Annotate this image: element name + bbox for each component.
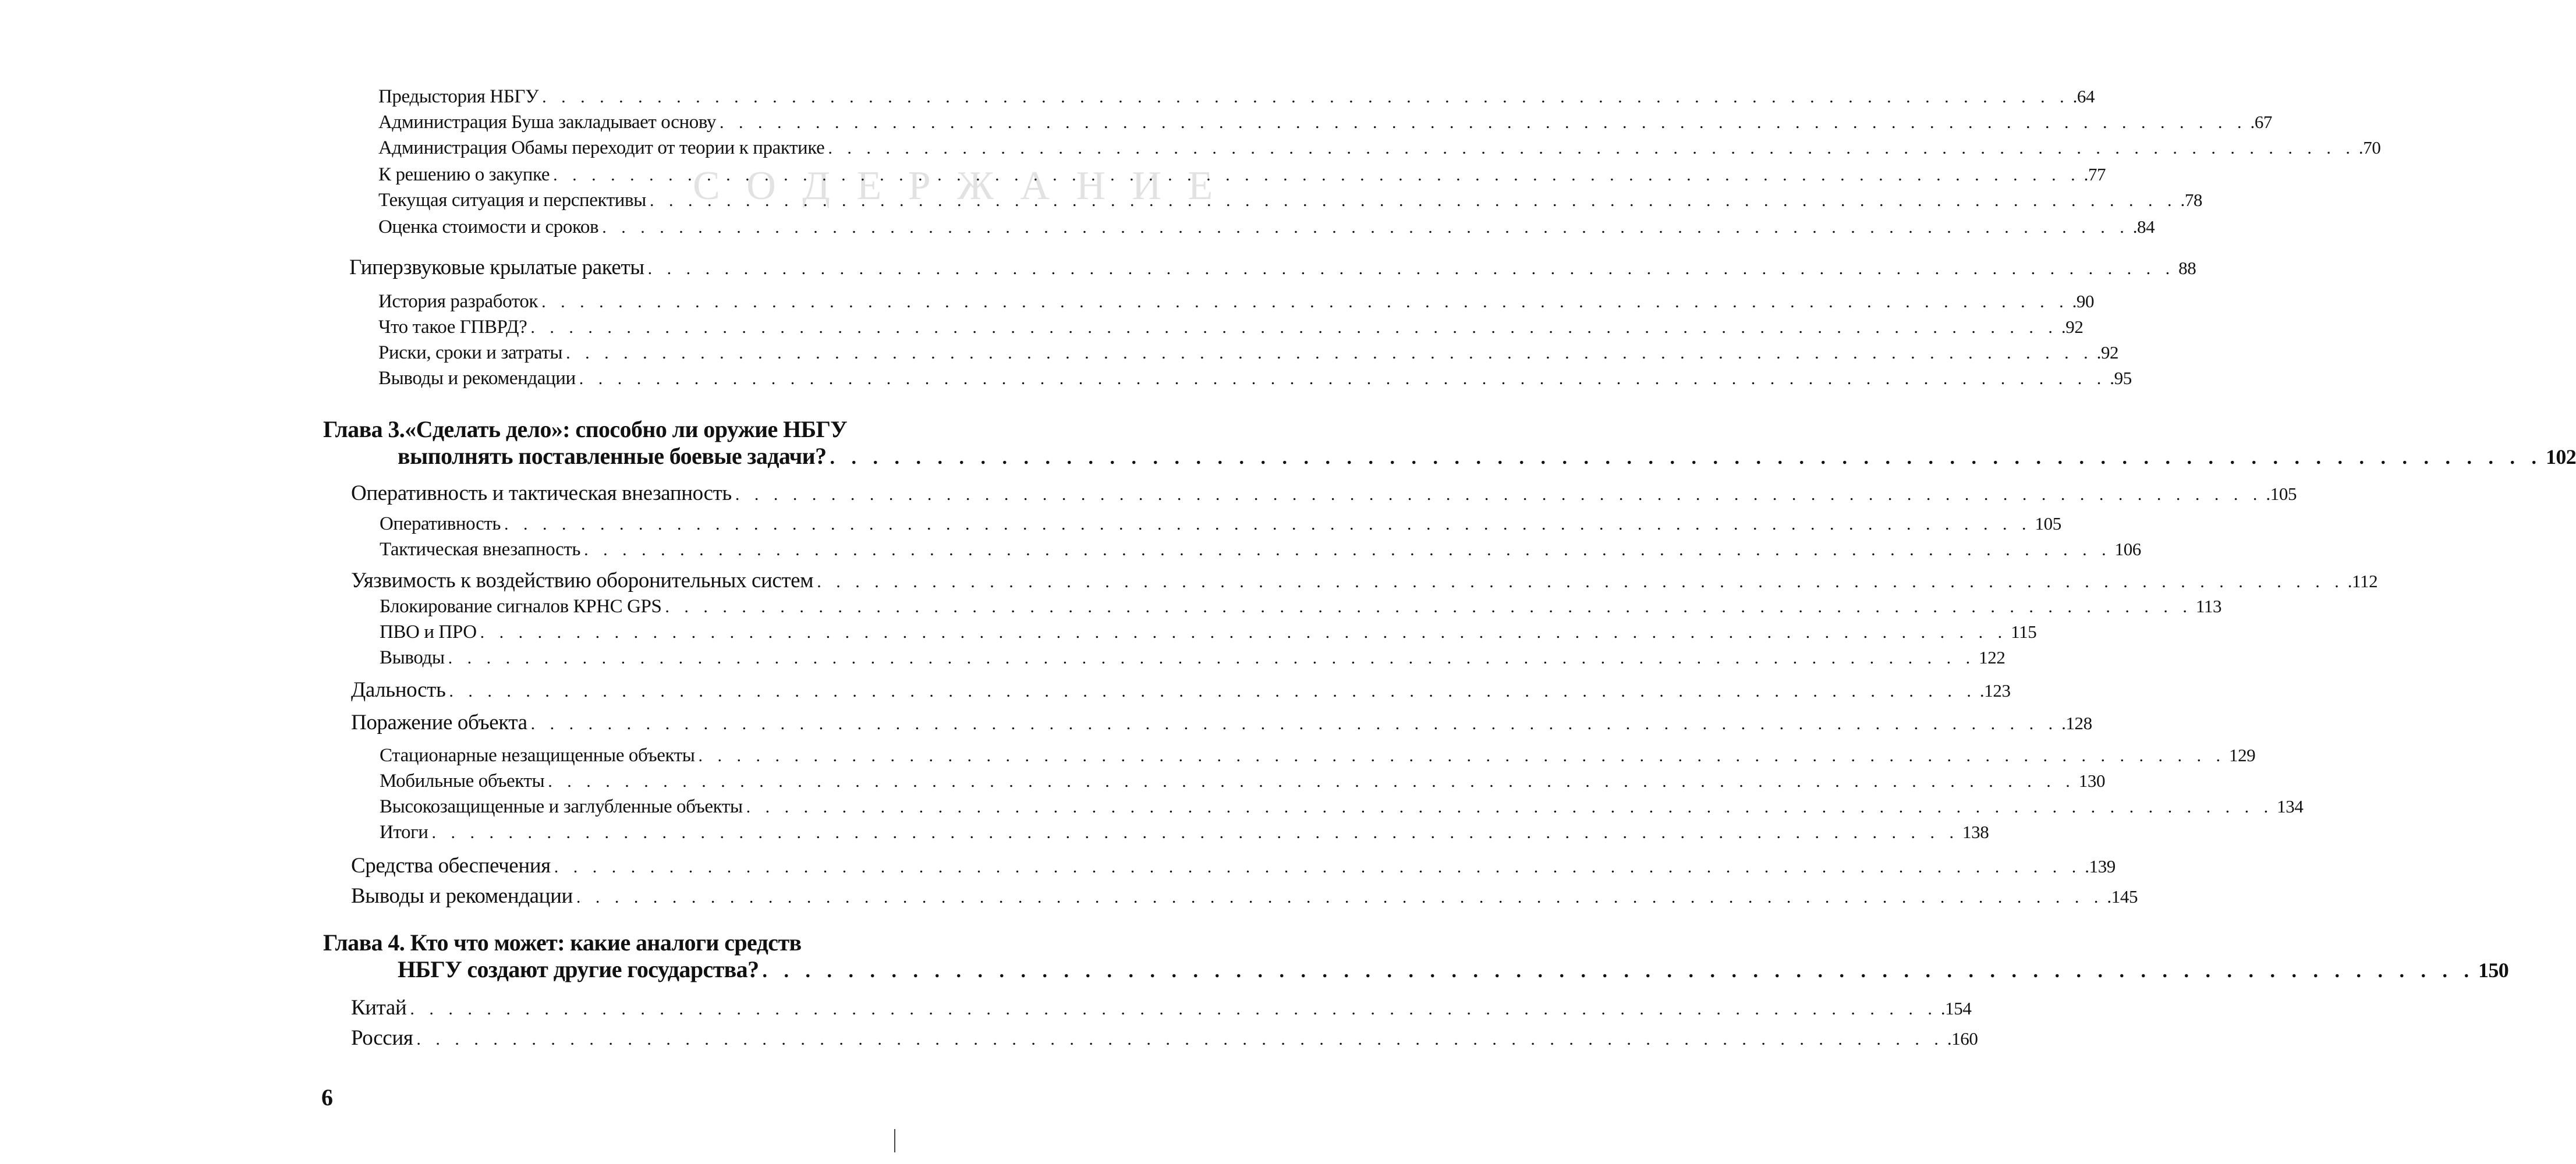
toc-entry-title: Оценка стоимости и сроков [378, 217, 599, 237]
leader-dots [432, 823, 1960, 843]
toc-entry[interactable] [380, 796, 2304, 818]
toc-entry[interactable] [378, 368, 2132, 389]
toc-entry-title: Мобильные объекты [380, 771, 545, 792]
toc-entry-title: Китай [351, 996, 407, 1020]
toc-section-entry[interactable] [351, 568, 2378, 593]
toc-section-entry[interactable] [351, 1025, 1978, 1051]
leader-dots [746, 797, 2274, 817]
toc-entry-page: 129 [2228, 745, 2256, 765]
leader-dots [449, 682, 1976, 701]
toc-entry-title: Высокозащищенные и заглубленные объекты [380, 796, 743, 817]
toc-entry-title: Блокирование сигналов КРНС GPS [380, 596, 662, 617]
chapter-3-heading[interactable]: Глава 3.«Сделать дело»: способно ли оружие НБГУ [323, 416, 848, 442]
leader-dots [416, 1030, 1944, 1049]
toc-entry-page: .64 [2072, 86, 2095, 107]
leader-dots [530, 318, 2058, 338]
toc-entry[interactable] [380, 539, 2141, 560]
toc-entry-title: НБГУ создают другие государства? [398, 956, 759, 982]
toc-entry-title: Итоги [380, 822, 428, 843]
toc-entry[interactable] [380, 622, 2037, 643]
toc-entry-page: .84 [2132, 217, 2155, 237]
toc-entry-page: .77 [2084, 164, 2106, 184]
toc-entry-title: Риски, сроки и затраты [378, 342, 563, 363]
leader-dots [698, 746, 2226, 766]
toc-entry[interactable] [380, 771, 2106, 792]
leader-dots [553, 165, 2081, 185]
chapter-3-heading-cont[interactable] [398, 442, 2576, 470]
toc-entry-title: Текущая ситуация и перспективы [378, 190, 646, 211]
toc-entry[interactable] [380, 822, 1989, 843]
toc-entry-page: .128 [2061, 713, 2092, 733]
toc-entry-title: Стационарные незащищенные объекты [380, 745, 695, 766]
toc-section-entry[interactable] [351, 677, 2011, 702]
leader-dots [579, 369, 2107, 389]
toc-entry-page: .105 [2266, 484, 2297, 504]
toc-entry[interactable] [378, 291, 2095, 313]
toc-section-entry[interactable] [351, 710, 2092, 735]
leader-dots [541, 292, 2069, 312]
toc-entry-title: Предыстория НБГУ [378, 86, 539, 107]
leader-dots [720, 113, 2247, 133]
toc-entry[interactable] [378, 190, 2203, 211]
toc-section-entry[interactable] [351, 481, 2297, 506]
chapter-4-heading-cont[interactable] [398, 956, 2509, 983]
toc-entry[interactable] [380, 596, 2222, 618]
toc-entry-title: Дальность [351, 678, 446, 702]
toc-entry-page: .95 [2110, 368, 2132, 388]
toc-entry-title: Поражение объекта [351, 711, 527, 734]
leader-dots [665, 597, 2192, 617]
toc-entry[interactable] [380, 647, 2005, 669]
leader-dots [576, 888, 2104, 907]
toc-entry-page: 106 [2114, 539, 2141, 559]
toc-entry[interactable] [378, 137, 2381, 159]
toc-section-entry[interactable] [351, 853, 2116, 878]
toc-entry-page: .90 [2072, 291, 2095, 311]
toc-entry-title: Выводы и рекомендации [378, 368, 576, 389]
toc-entry-title: Россия [351, 1026, 413, 1050]
toc-entry-page: .78 [2180, 190, 2203, 210]
toc-entry-title: Оперативность и тактическая внезапность [351, 481, 732, 505]
toc-entry[interactable] [378, 86, 2095, 108]
page-number: 6 [321, 1084, 333, 1110]
toc-entry-page: .112 [2347, 571, 2378, 591]
leader-dots [410, 999, 1937, 1019]
leader-dots [531, 714, 2058, 734]
toc-entry-page: .70 [2358, 137, 2381, 158]
toc-entry-page: 130 [2078, 771, 2106, 791]
toc-entry-title: Тактическая внезапность [380, 539, 581, 560]
toc-entry-title: Выводы [380, 647, 445, 668]
toc-entry[interactable] [380, 513, 2061, 535]
leader-dots [504, 514, 2032, 534]
toc-entry-page: 102 [2546, 445, 2576, 469]
toc-entry-page: 88 [2178, 258, 2196, 278]
toc-entry-title: К решению о закупке [378, 164, 550, 185]
toc-entry-page: 150 [2478, 959, 2509, 982]
toc-entry-page: .67 [2250, 112, 2273, 132]
toc-entry-title: ПВО и ПРО [380, 622, 477, 643]
toc-entry[interactable] [378, 217, 2155, 238]
leader-dots [480, 623, 2008, 643]
leader-dots [584, 540, 2111, 560]
toc-entry-title: Что такое ГПВРД? [378, 317, 527, 338]
toc-entry-title: Администрация Буша закладывает основу [378, 112, 716, 133]
toc-entry-page: .160 [1947, 1028, 1978, 1049]
leader-dots [830, 447, 2543, 469]
toc-entry-page: 115 [2011, 622, 2037, 642]
leader-dots [542, 87, 2070, 107]
leader-dots [817, 572, 2344, 592]
gutter-line [894, 1129, 895, 1152]
toc-entry-page: .92 [2061, 317, 2084, 337]
toc-entry-title: Средства обеспечения [351, 854, 551, 878]
toc-entry-title: Гиперзвуковые крылатые ракеты [349, 255, 644, 279]
toc-entry-page: .154 [1940, 998, 1972, 1018]
toc-entry-title: Оперативность [380, 513, 501, 534]
bleed-through: С О Д Е Р Ж А Н И Е [693, 164, 1221, 208]
toc-entry-page: 138 [1962, 822, 1989, 842]
toc-entry-title: Уязвимость к воздействию оборонительных систем [351, 569, 814, 592]
toc-entry-title: Администрация Обамы переходит от теории к практике [378, 137, 825, 158]
leader-dots [554, 857, 2082, 877]
toc-entry-page: 122 [1979, 647, 2005, 668]
toc-section-entry[interactable] [349, 255, 2196, 280]
toc-entry-page: 105 [2035, 513, 2061, 534]
leader-dots [762, 960, 2475, 982]
toc-section-entry[interactable] [351, 883, 2138, 909]
toc-entry[interactable] [378, 112, 2273, 133]
leader-dots [648, 259, 2175, 279]
toc-entry[interactable] [378, 317, 2084, 338]
leader-dots [448, 648, 1976, 668]
leader-dots [828, 139, 2355, 158]
toc-entry-page: 113 [2195, 596, 2222, 616]
toc-section-entry[interactable] [351, 995, 1972, 1020]
toc-entry[interactable] [380, 745, 2256, 766]
leader-dots [602, 218, 2129, 237]
toc-entry-page: 134 [2277, 796, 2304, 817]
toc-entry-page: .123 [1979, 680, 2011, 701]
leader-dots [650, 191, 2177, 211]
toc-entry-page: .92 [2096, 342, 2119, 363]
toc-entry-page: .139 [2085, 856, 2116, 876]
leader-dots [566, 343, 2093, 363]
toc-entry-title: Выводы и рекомендации [351, 884, 573, 908]
toc-entry-title: История разработок [378, 291, 538, 312]
leader-dots [548, 772, 2075, 792]
toc-entry-title: выполнять поставленные боевые задачи? [398, 443, 827, 469]
leader-dots [735, 485, 2263, 505]
chapter-4-heading[interactable]: Глава 4. Кто что может: какие аналоги средств [323, 929, 802, 956]
toc-entry-page: .145 [2107, 886, 2138, 907]
toc-entry[interactable] [378, 342, 2119, 364]
